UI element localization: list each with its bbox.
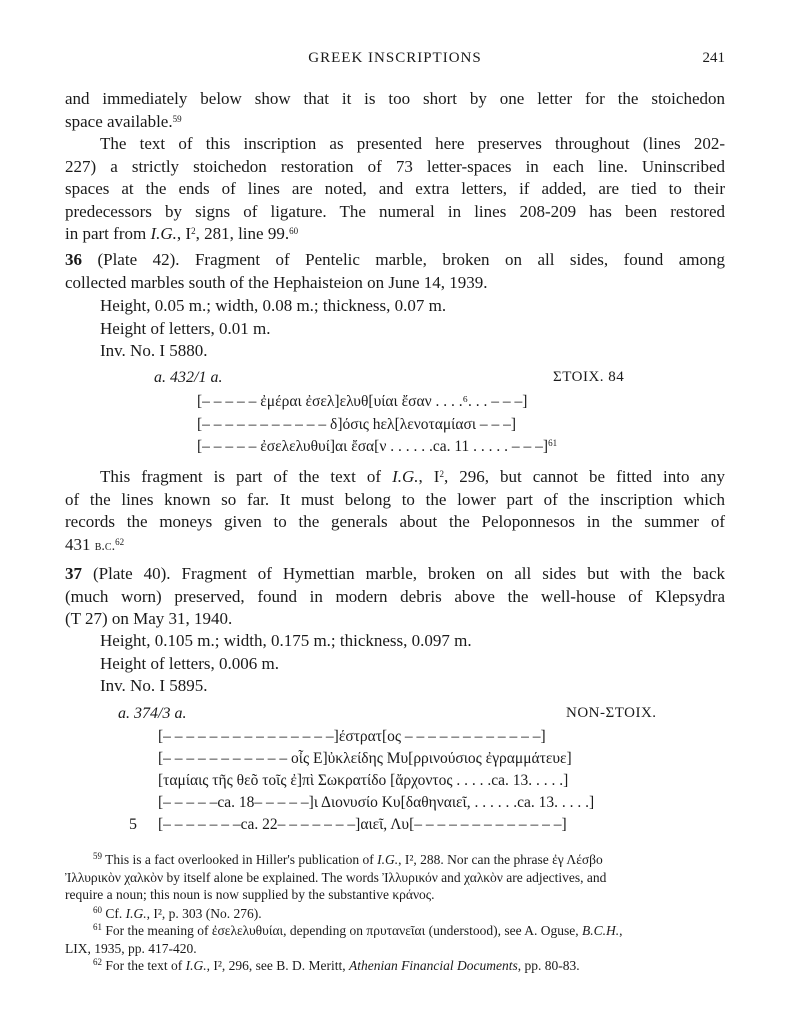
date-label: a. 432/1 a. [154,369,223,386]
text-fragment: , [619,923,623,938]
epigraphic-line: [ταμίαις τῆς θεõ τοῖς ἐ]πὶ Σωκρατίδο [ἄρχοντος . . . . .ca. 13. . . . .] [158,772,569,789]
epigraphic-line: [– – – – – – –ca. 22– – – – – – –]αιεῖ, Λυ[– – – – – – – – – – – – –] [158,816,567,833]
book-title: Athenian Financial Documents [349,958,518,973]
text-fragment: , I [418,467,440,486]
text-fragment: (Plate 40). Fragment of Hymettian marble, broken on all sides but with the back [82,564,725,583]
footnote-60 [65,905,725,923]
entry-37-date [118,705,186,723]
line-number: 5 [129,816,137,833]
epigraphic-line: [– – – – – – – – – – – δ]όσις hελ[λενοταμίασι – – –] [197,416,517,433]
footnote-marker: 62 [93,957,102,967]
text-line: The text of this inscription as presented here preserves throughout (lines 202- [100,134,725,153]
footnote-ref[interactable]: 60 [289,226,299,236]
text-line: LIX, 1935, pp. 417-420. [65,940,197,956]
citation-title: I.G. [150,224,177,243]
entry-number: 36 [65,250,82,269]
inventory-number: Inv. No. I 5880. [100,341,208,360]
running-title: GREEK INSCRIPTIONS [308,50,482,66]
page-number: 241 [702,50,725,66]
entry-36-stoich-tag: ΣΤΟΙΧ. 84 [553,369,625,385]
footnote-ref[interactable]: 62 [115,536,125,547]
running-header [65,50,725,72]
paragraph-fragment-note [65,466,725,558]
inventory-number: Inv. No. I 5895. [100,676,208,695]
text-fragment: (Plate 42). Fragment of Pentelic marble, broken on all sides, found among [82,250,725,269]
paragraph-continuation [65,88,725,133]
entry-37-stoich-tag: NON-ΣΤΟΙΧ. [566,705,657,721]
entry-number: 37 [65,564,82,583]
footnote-marker: 60 [93,905,102,915]
text-fragment: , I², p. 303 (No. 276). [146,906,262,921]
citation-title: I.G. [392,467,419,486]
text-fragment: , I [176,224,192,243]
dimensions: Height, 0.105 m.; width, 0.175 m.; thickness, 0.097 m. [100,631,472,650]
text-line: Ἰλλυρικὸν χαλκὸν by itself alone be explained. The words Ἰλλυρικόν and χαλκὸν are adjectives, and [65,869,607,885]
epigraphic-line: [– – – – – ἐσελελυθυί]αι ἔσα[ν . . . . . .ca. 11 . . . . . – – –] [197,438,549,455]
citation-title: I.G. [185,958,207,973]
entry-36-description [65,249,725,294]
epigraphic-line: [– – – – – – – – – – – – – – –]έστρατ[ος – – – – – – – – – – – –] [158,728,546,745]
footnote-ref[interactable]: 59 [172,113,182,124]
text-fragment: , 281, line 99. [195,224,290,243]
text-line: and immediately below show that it is too short by one letter for the stoichedon [65,89,725,108]
citation-title: I.G. [125,906,147,921]
epigraphic-line: [– – – – – – – – – – – οἶς Ε]ὐκλείδης Μυ[ρρινούσιος ἐγραμμάτευε] [158,750,572,767]
text-fragment: For the meaning of ἐσελελυθυίαι, depending on πρυτανεῖαι (understood), see A. Oguse, [105,923,582,938]
text-fragment: in part from [65,224,151,243]
epigraphic-line: [– – – – –ca. 18– – – – –]ι Διονυσίο Κυ[δαθηναιεῖ, . . . . . .ca. 13. . . . .] [158,794,595,811]
text-line: records the moneys given to the generals about the Peloponnesos in the summer of [65,512,725,531]
footnote-ref[interactable]: 61 [548,438,558,448]
superscript: 2 [439,469,444,479]
footnote-marker: 61 [93,922,102,932]
text-line: 227) a strictly stoichedon restoration of 73 letter-spaces in each line. Uninscribed [65,156,725,176]
text-line: spaces at the ends of lines are noted, and extra letters, if added, are tied to their [65,179,725,198]
entry-37-measurements [100,630,472,698]
dimensions: Height, 0.05 m.; width, 0.08 m.; thickness, 0.07 m. [100,296,447,315]
citation-title: B.C.H. [581,923,620,938]
entry-36-date [154,369,222,387]
paragraph-stoichedon [65,133,725,246]
letter-height: Height of letters, 0.006 m. [100,653,279,673]
text-line: collected marbles south of the Hephaisteion on June 14, 1939. [65,272,488,292]
text-fragment: , I², 288. Nor can the phrase ἐγ Λέσβο [398,852,603,867]
footnote-62 [65,957,725,975]
text-line: (T 27) on May 31, 1940. [65,609,233,628]
text-fragment: This fragment is part of the text of [100,467,393,486]
footnote-marker: 59 [93,851,102,861]
text-fragment: 431 [65,534,95,554]
text-fragment: Cf. [105,906,126,921]
superscript: 2 [191,226,196,236]
text-line: of the lines known so far. It must belong to the lower part of the inscription which [65,489,725,509]
text-fragment: , I², 296, see B. D. Meritt, [206,958,350,973]
text-line: space available. [65,111,173,131]
entry-36-measurements [100,295,446,363]
epigraphic-line: [– – – – – ἐμέραι ἐσελ]ελυθ[υίαι ἔσαν . . . .⁶. . . – – –] [197,393,528,410]
era-abbrev: b.c. [94,538,116,554]
footnote-61 [65,922,725,957]
text-line: (much worn) preserved, found in modern debris above the well-house of Klepsydra [65,586,725,606]
footnote-59 [65,851,725,904]
text-line: require a noun; this noun is now supplied by the substantive κράνος. [65,887,435,902]
text-line: predecessors by signs of ligature. The numeral in lines 208-209 has been restored [65,201,725,221]
text-fragment: , 296, but cannot be fitted into any [443,467,726,486]
citation-title: I.G. [377,852,399,867]
text-fragment: , pp. 80-83. [517,958,580,973]
letter-height: Height of letters, 0.01 m. [100,318,271,338]
entry-37-description [65,563,725,631]
date-label: a. 374/3 a. [118,705,187,722]
text-fragment: For the text of [105,958,186,973]
text-fragment: This is a fact overlooked in Hiller's publication of [105,852,378,867]
